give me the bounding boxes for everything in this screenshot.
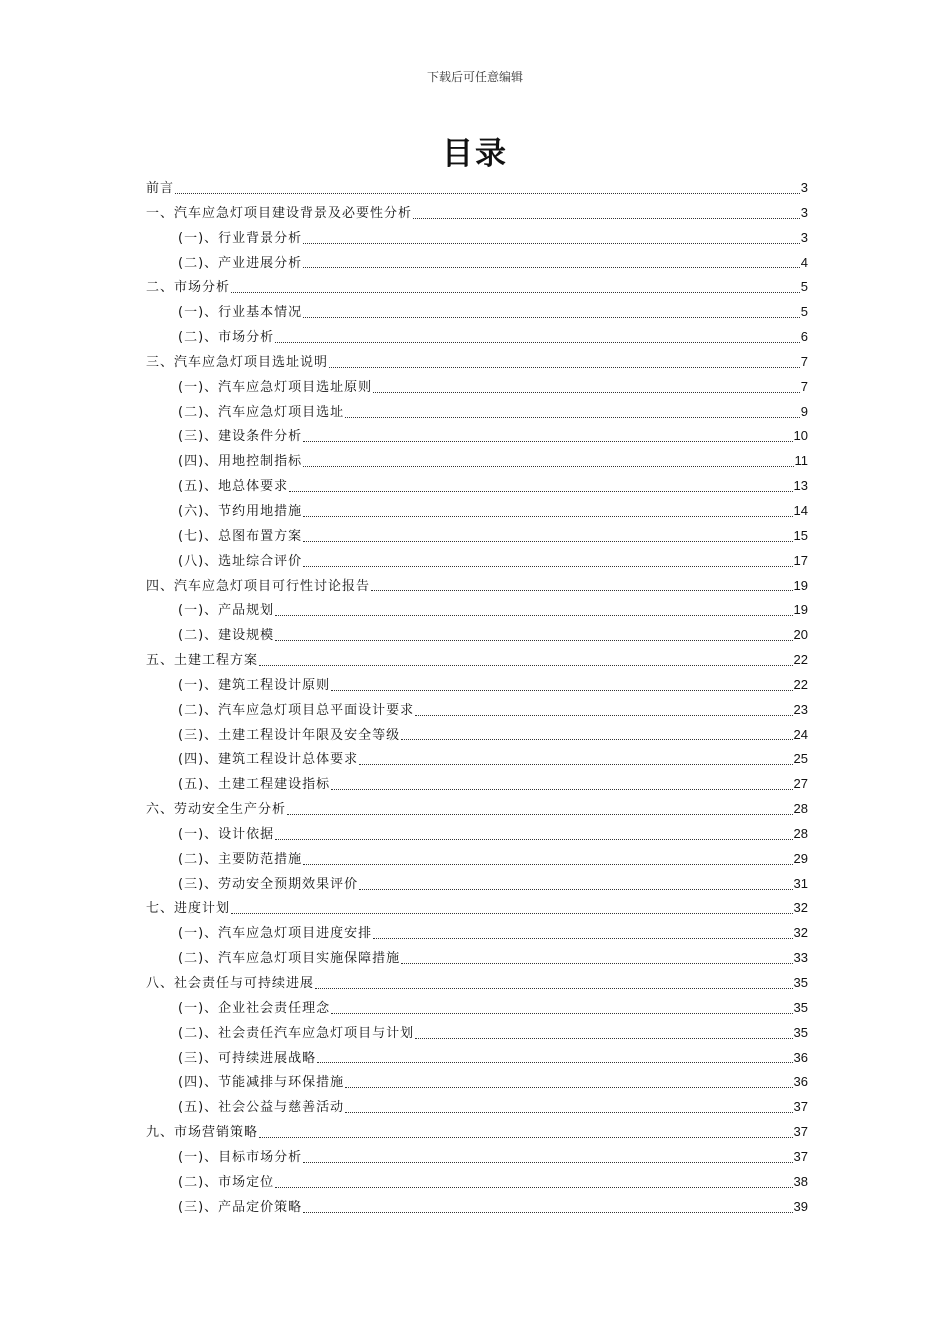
toc-entry-page-number: 19: [793, 577, 808, 593]
toc-entry[interactable]: [146, 598, 808, 623]
toc-dot-leader: [303, 441, 792, 442]
toc-entry[interactable]: [146, 474, 808, 499]
toc-entry-page-number: 10: [793, 428, 808, 444]
toc-entry[interactable]: [146, 176, 808, 201]
toc-dot-leader: [259, 1137, 793, 1138]
toc-entry-label: (一)、汽车应急灯项目选址原则: [178, 379, 373, 395]
toc-entry-page-number: 15: [793, 527, 808, 543]
toc-entry[interactable]: [146, 1070, 808, 1095]
toc-entry[interactable]: [146, 400, 808, 425]
toc-entry-page-number: 22: [793, 652, 808, 668]
toc-entry-page-number: 35: [793, 1024, 808, 1040]
toc-entry-label: (二)、产业进展分析: [178, 255, 303, 271]
toc-entry-label: (三)、建设条件分析: [178, 429, 303, 445]
toc-entry-page-number: 33: [793, 950, 808, 966]
toc-dot-leader: [331, 690, 792, 691]
toc-entry[interactable]: [146, 226, 808, 251]
toc-entry[interactable]: [146, 847, 808, 872]
toc-entry[interactable]: [146, 1170, 808, 1195]
toc-entry-label: (四)、节能减排与环保措施: [178, 1075, 345, 1091]
toc-entry-page-number: 5: [800, 304, 808, 320]
toc-entry[interactable]: [146, 1095, 808, 1120]
toc-entry-label: 五、土建工程方案: [146, 653, 259, 669]
toc-entry[interactable]: [146, 574, 808, 599]
toc-entry-page-number: 19: [793, 602, 808, 618]
toc-entry-label: 四、汽车应急灯项目可行性讨论报告: [146, 578, 371, 594]
toc-entry[interactable]: [146, 251, 808, 276]
toc-dot-leader: [331, 1013, 792, 1014]
toc-dot-leader: [415, 1038, 792, 1039]
toc-entry-page-number: 4: [800, 254, 808, 270]
toc-entry-label: (五)、地总体要求: [178, 479, 289, 495]
toc-entry-page-number: 9: [800, 403, 808, 419]
toc-dot-leader: [373, 938, 792, 939]
toc-entry-label: 三、汽车应急灯项目选址说明: [146, 354, 329, 370]
toc-dot-leader: [303, 566, 792, 567]
toc-entry[interactable]: [146, 921, 808, 946]
toc-entry-page-number: 36: [793, 1049, 808, 1065]
toc-dot-leader: [303, 267, 800, 268]
toc-entry-page-number: 3: [800, 204, 808, 220]
toc-dot-leader: [317, 1062, 792, 1063]
toc-entry-label: (一)、汽车应急灯项目进度安排: [178, 926, 373, 942]
toc-entry-label: (六)、节约用地措施: [178, 503, 303, 519]
toc-entry-page-number: 28: [793, 801, 808, 817]
toc-entry-label: (三)、劳动安全预期效果评价: [178, 876, 359, 892]
toc-entry[interactable]: [146, 623, 808, 648]
toc-entry-label: 八、社会责任与可持续进展: [146, 976, 315, 991]
toc-entry[interactable]: [146, 375, 808, 400]
toc-dot-leader: [303, 864, 792, 865]
toc-entry-label: (二)、汽车应急灯项目选址: [178, 404, 345, 420]
toc-entry-label: (五)、社会公益与慈善活动: [178, 1100, 345, 1116]
toc-entry-page-number: 7: [800, 353, 808, 369]
toc-entry[interactable]: [146, 946, 808, 971]
toc-entry-label: (二)、社会责任汽车应急灯项目与计划: [178, 1025, 415, 1041]
toc-entry[interactable]: [146, 1195, 808, 1220]
toc-entry-label: (七)、总图布置方案: [178, 528, 303, 544]
toc-entry-page-number: 7: [800, 378, 808, 394]
toc-entry[interactable]: [146, 648, 808, 673]
toc-dot-leader: [345, 1112, 792, 1113]
toc-entry[interactable]: [146, 1021, 808, 1046]
toc-entry[interactable]: [146, 300, 808, 325]
toc-entry-label: 一、汽车应急灯项目建设背景及必要性分析: [146, 205, 413, 221]
toc-dot-leader: [401, 963, 792, 964]
toc-entry-page-number: 38: [793, 1173, 808, 1189]
toc-entry-label: 九、市场营销策略: [146, 1125, 259, 1141]
toc-dot-leader: [259, 665, 793, 666]
toc-dot-leader: [287, 814, 793, 815]
toc-entry-label: 二、市场分析: [146, 280, 231, 296]
toc-dot-leader: [303, 516, 792, 517]
toc-dot-leader: [303, 541, 792, 542]
toc-entry[interactable]: [146, 822, 808, 847]
toc-entry-page-number: 25: [793, 751, 808, 767]
toc-dot-leader: [401, 739, 792, 740]
page-title: 目录: [442, 136, 508, 172]
toc-dot-leader: [415, 715, 792, 716]
toc-entry[interactable]: [146, 201, 808, 226]
toc-entry-label: 前言: [146, 181, 175, 196]
toc-dot-leader: [275, 839, 792, 840]
toc-entry-page-number: 35: [793, 999, 808, 1015]
toc-entry[interactable]: [146, 275, 808, 300]
toc-entry-page-number: 14: [793, 502, 808, 518]
toc-dot-leader: [345, 1087, 792, 1088]
toc-dot-leader: [413, 218, 800, 219]
toc-entry-page-number: 37: [793, 1148, 808, 1164]
toc-dot-leader: [275, 640, 792, 641]
toc-entry-page-number: 32: [793, 925, 808, 941]
toc-entry[interactable]: [146, 747, 808, 772]
toc-entry-page-number: 11: [794, 453, 808, 469]
toc-entry-label: (一)、行业背景分析: [178, 230, 303, 246]
toc-entry-page-number: 22: [793, 676, 808, 692]
toc-entry-label: (一)、设计依据: [178, 826, 275, 842]
toc-entry[interactable]: [146, 996, 808, 1021]
toc-entry-page-number: 23: [793, 701, 808, 717]
toc-entry-label: (二)、汽车应急灯项目总平面设计要求: [178, 702, 415, 718]
toc-entry-page-number: 35: [793, 975, 808, 990]
toc-entry[interactable]: [146, 524, 808, 549]
toc-dot-leader: [371, 590, 793, 591]
toc-entry[interactable]: [146, 424, 808, 449]
toc-entry-label: (二)、建设规模: [178, 628, 275, 644]
toc-entry[interactable]: [146, 1145, 808, 1170]
toc-entry-label: (二)、主要防范措施: [178, 851, 303, 867]
toc-entry-label: (一)、目标市场分析: [178, 1149, 303, 1165]
toc-entry-label: (三)、土建工程设计年限及安全等级: [178, 727, 401, 743]
toc-dot-leader: [359, 889, 792, 890]
toc-entry[interactable]: [146, 698, 808, 723]
toc-entry-label: (一)、企业社会责任理念: [178, 1000, 331, 1016]
toc-entry-page-number: 3: [800, 180, 808, 195]
toc-dot-leader: [275, 1187, 792, 1188]
toc-entry-page-number: 6: [800, 329, 808, 345]
toc-dot-leader: [303, 317, 800, 318]
toc-entry-page-number: 39: [793, 1198, 808, 1214]
header-note: 下载后可任意编辑: [426, 70, 523, 84]
toc-entry-page-number: 17: [793, 552, 808, 568]
toc-dot-leader: [175, 193, 800, 194]
toc-entry[interactable]: [146, 673, 808, 698]
toc-entry-page-number: 31: [793, 875, 808, 891]
toc-entry-page-number: 36: [793, 1074, 808, 1090]
toc-entry-label: (五)、土建工程建设指标: [178, 777, 331, 793]
toc-dot-leader: [329, 367, 800, 368]
toc-entry[interactable]: [146, 1120, 808, 1145]
toc-entry-label: (一)、产品规划: [178, 603, 275, 619]
table-of-contents: [146, 176, 808, 1219]
toc-dot-leader: [289, 491, 792, 492]
toc-dot-leader: [359, 764, 792, 765]
toc-entry[interactable]: [146, 772, 808, 797]
toc-entry-label: (二)、市场定位: [178, 1174, 275, 1190]
toc-entry[interactable]: [146, 797, 808, 822]
toc-entry[interactable]: [146, 549, 808, 574]
toc-entry-page-number: 29: [793, 850, 808, 866]
toc-entry-label: (二)、市场分析: [178, 330, 275, 346]
toc-entry-label: (三)、产品定价策略: [178, 1199, 303, 1215]
toc-entry-label: (三)、可持续进展战略: [178, 1050, 317, 1066]
toc-entry[interactable]: [146, 872, 808, 897]
toc-entry-page-number: 13: [793, 478, 808, 494]
toc-entry[interactable]: [146, 350, 808, 375]
toc-dot-leader: [303, 1162, 792, 1163]
toc-entry-label: 七、进度计划: [146, 901, 231, 917]
toc-dot-leader: [331, 789, 792, 790]
toc-entry[interactable]: [146, 449, 808, 474]
toc-dot-leader: [231, 913, 793, 914]
toc-entry-label: (四)、建筑工程设计总体要求: [178, 752, 359, 768]
toc-entry-page-number: 3: [800, 229, 808, 245]
toc-entry-label: (一)、建筑工程设计原则: [178, 677, 331, 693]
toc-entry-page-number: 24: [793, 726, 808, 742]
toc-entry-page-number: 37: [793, 1099, 808, 1115]
toc-entry-label: (二)、汽车应急灯项目实施保障措施: [178, 951, 401, 967]
toc-dot-leader: [303, 243, 800, 244]
toc-entry-label: (一)、行业基本情况: [178, 305, 303, 321]
toc-dot-leader: [315, 988, 793, 989]
toc-entry-page-number: 28: [793, 825, 808, 841]
toc-entry[interactable]: [146, 723, 808, 748]
toc-dot-leader: [303, 466, 793, 467]
toc-entry[interactable]: [146, 971, 808, 996]
toc-entry-label: (四)、用地控制指标: [178, 454, 303, 470]
toc-entry[interactable]: [146, 325, 808, 350]
toc-entry[interactable]: [146, 896, 808, 921]
toc-entry-page-number: 20: [793, 627, 808, 643]
toc-dot-leader: [231, 292, 800, 293]
toc-dot-leader: [275, 615, 792, 616]
toc-entry[interactable]: [146, 1046, 808, 1071]
toc-dot-leader: [345, 417, 800, 418]
toc-dot-leader: [303, 1212, 792, 1213]
toc-dot-leader: [275, 342, 800, 343]
toc-entry-page-number: 27: [793, 776, 808, 792]
toc-entry-page-number: 5: [800, 279, 808, 295]
toc-entry-label: (八)、选址综合评价: [178, 553, 303, 569]
toc-entry-page-number: 32: [793, 900, 808, 916]
toc-dot-leader: [373, 392, 800, 393]
toc-entry-page-number: 37: [793, 1124, 808, 1140]
toc-entry[interactable]: [146, 499, 808, 524]
toc-entry-label: 六、劳动安全生产分析: [146, 802, 287, 818]
